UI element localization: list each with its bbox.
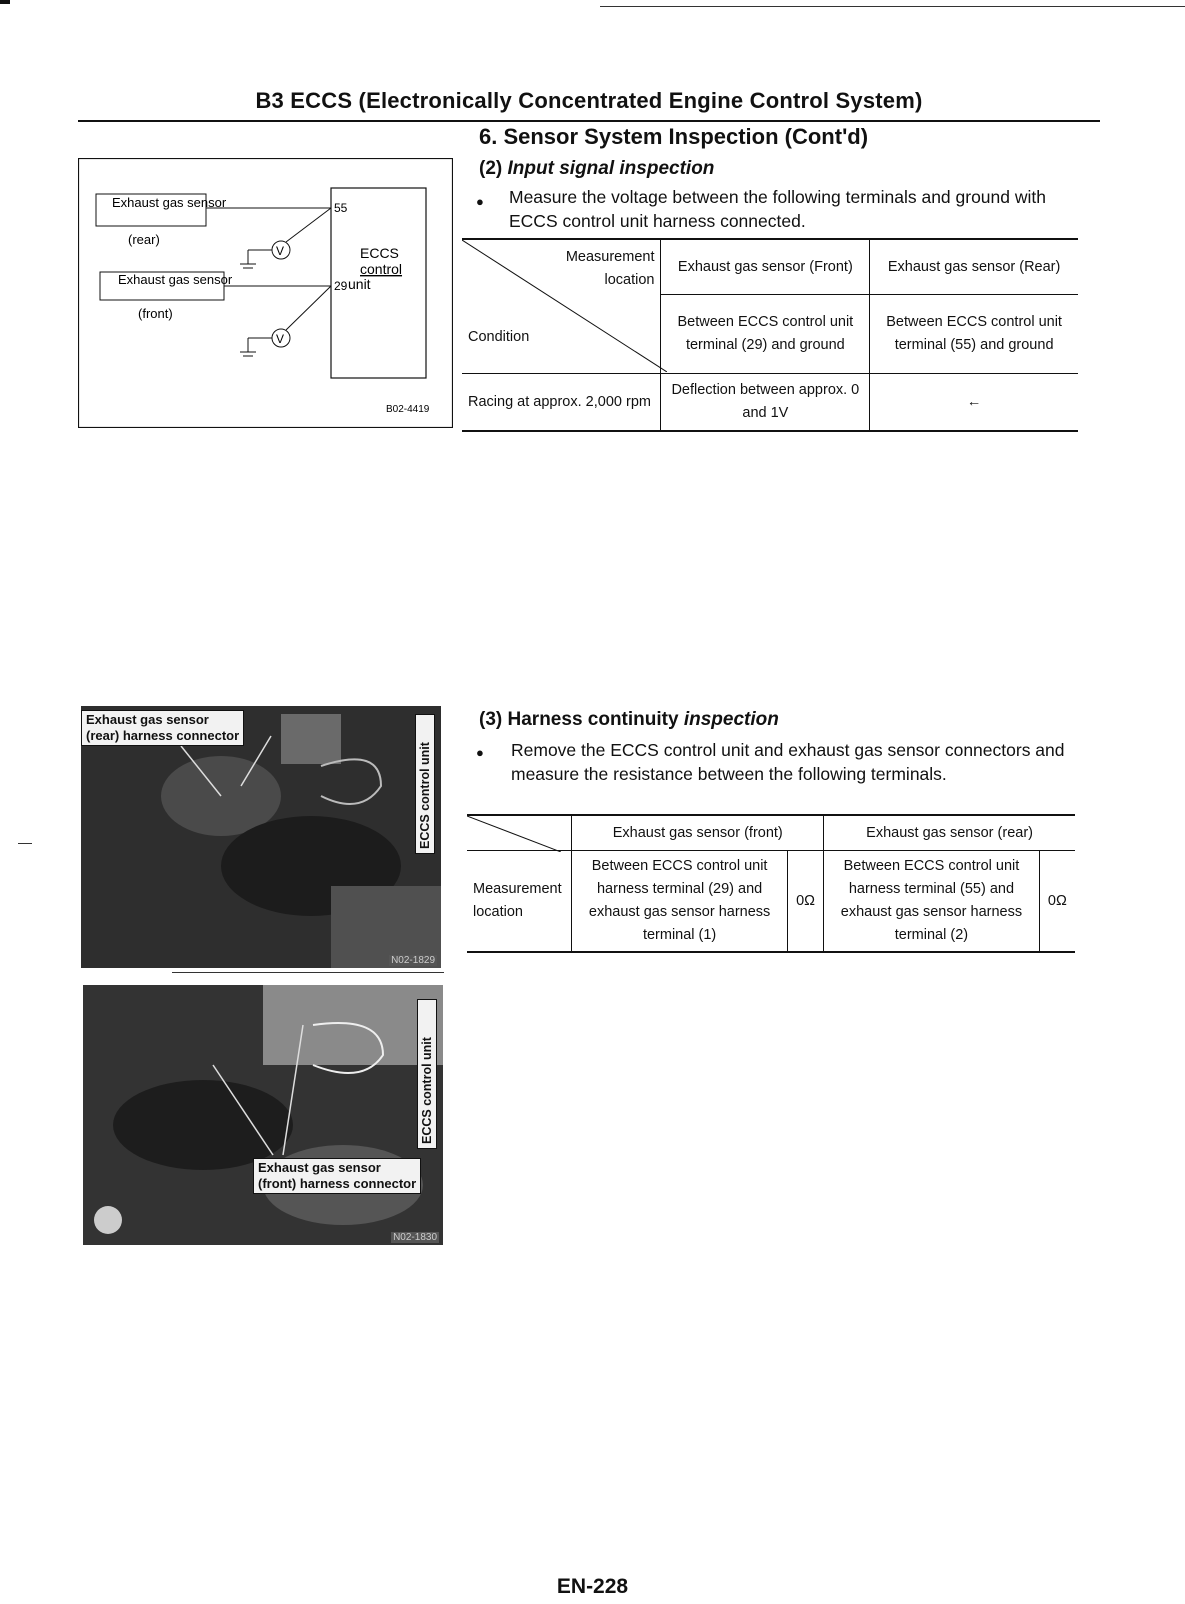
front-ecu-label: ECCS control unit	[417, 999, 437, 1149]
front-connector-label-line2: (front) harness connector	[258, 1176, 417, 1191]
input-signal-heading	[479, 158, 714, 180]
rear-connector-photo	[81, 706, 441, 968]
terminal-29: 29	[334, 279, 348, 293]
harness-rear-value: 0Ω	[1047, 892, 1067, 909]
front-photo-texture	[83, 985, 443, 1245]
wiring-diagram	[78, 158, 453, 428]
corner-mark	[0, 0, 10, 4]
front-connector-photo	[83, 985, 443, 1245]
harness-rear-terminal: Between ECCS control unit harness terminal (55) and exhaust gas sensor harness terminal (2)	[824, 851, 1040, 953]
page-number: EN-228	[556, 1575, 629, 1598]
rear-photo-code: N02-1829	[391, 955, 435, 966]
harness-heading	[479, 709, 779, 731]
bullet-icon: ●	[476, 745, 484, 760]
figure-code: B02-4419	[386, 404, 430, 415]
harness-front-value: 0Ω	[787, 851, 823, 953]
harness-title: Harness continuity	[507, 709, 679, 730]
section-title: 6. Sensor System Inspection (Cont'd)	[479, 124, 869, 149]
front-terminal: Between ECCS control unit terminal (29) and ground	[661, 295, 870, 374]
rear-terminal: Between ECCS control unit terminal (55) and ground	[886, 314, 1062, 353]
front-header: Exhaust gas sensor (Front)	[661, 239, 870, 295]
photo-divider	[172, 972, 444, 973]
corner-cell	[462, 239, 661, 374]
rear-sensor-label: Exhaust gas sensor	[112, 195, 227, 210]
top-rule	[600, 6, 1185, 7]
harness-title-italic: inspection	[683, 709, 779, 730]
front-connector-label-line1: Exhaust gas sensor	[258, 1160, 381, 1175]
harness-table	[467, 814, 1075, 953]
header-rule	[78, 120, 1100, 122]
rear-voltage-value: ←	[966, 393, 982, 410]
condition-label: Condition	[468, 329, 530, 345]
input-signal-number: (2)	[479, 158, 503, 179]
margin-mark	[18, 843, 32, 844]
ecu-label-1: ECCS	[360, 245, 399, 261]
harness-corner-diagonal	[467, 816, 561, 852]
harness-number: (3)	[479, 709, 503, 730]
input-signal-table	[462, 238, 1078, 432]
front-voltmeter-symbol: V	[276, 332, 285, 346]
ecu-label-3: unit	[348, 276, 371, 292]
harness-corner-cell	[467, 815, 572, 851]
harness-instruction: Remove the ECCS control unit and exhaust gas sensor connectors and measure the resistance between the following terminals.	[511, 740, 1065, 784]
condition-racing: Racing at approx. 2,000 rpm	[462, 374, 661, 432]
harness-row-label: Measurement location	[467, 851, 572, 953]
rear-connector-label-line1: Exhaust gas sensor	[86, 712, 209, 727]
bullet-icon: ●	[476, 194, 484, 209]
terminal-55: 55	[334, 201, 348, 215]
rear-header: Exhaust gas sensor (Rear)	[887, 258, 1061, 275]
page-header: B3 ECCS (Electronically Concentrated Engine Control System)	[255, 88, 923, 113]
front-connector-label	[253, 1158, 421, 1194]
harness-front-terminal: Between ECCS control unit harness terminal (29) and exhaust gas sensor harness terminal (1)	[572, 851, 788, 953]
input-signal-instruction: Measure the voltage between the following terminals and ground with ECCS control unit harness connected.	[509, 187, 1046, 231]
rear-voltmeter-symbol: V	[276, 244, 285, 258]
front-sensor-sub: (front)	[138, 306, 173, 321]
ecu-label-2: control	[360, 261, 403, 277]
location-label: location	[604, 272, 655, 288]
rear-connector-label	[81, 710, 244, 746]
rear-sensor-sub: (rear)	[128, 232, 160, 247]
front-voltage-value: Deflection between approx. 0 and 1V	[661, 374, 870, 432]
rear-connector-label-line2: (rear) harness connector	[86, 728, 240, 743]
measurement-label: Measurement	[565, 249, 655, 265]
front-photo-code: N02-1830	[393, 1232, 437, 1243]
front-sensor-label: Exhaust gas sensor	[118, 272, 233, 287]
rear-ecu-label: ECCS control unit	[415, 714, 435, 854]
input-signal-title: Input signal inspection	[507, 158, 715, 179]
harness-front-header: Exhaust gas sensor (front)	[572, 815, 824, 851]
harness-rear-header: Exhaust gas sensor (rear)	[866, 824, 1033, 841]
